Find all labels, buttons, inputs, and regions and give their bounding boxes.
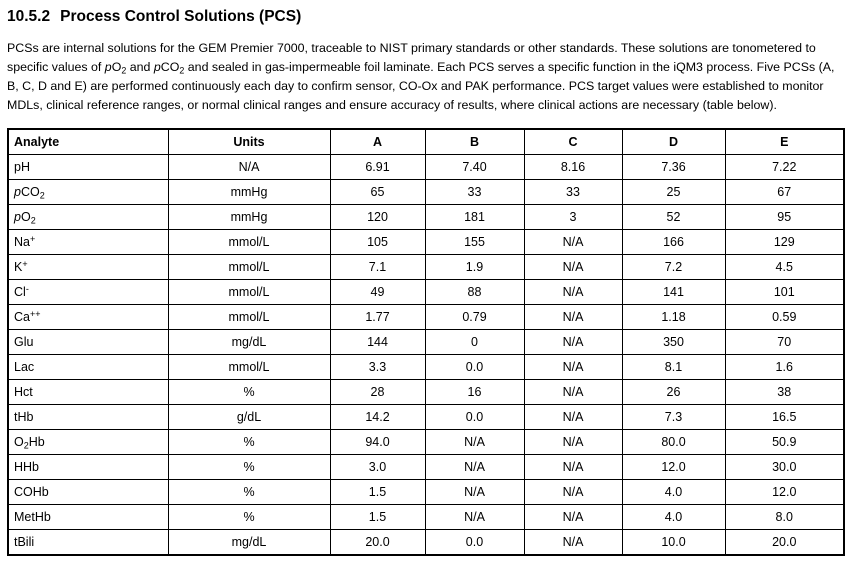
value-cell-e: 12.0 bbox=[725, 480, 844, 505]
analyte-cell: Na+ bbox=[8, 230, 168, 255]
column-header-c: C bbox=[524, 129, 622, 155]
value-cell-b: 0.0 bbox=[425, 355, 524, 380]
value-cell-a: 1.5 bbox=[330, 505, 425, 530]
value-cell-e: 129 bbox=[725, 230, 844, 255]
value-cell-a: 3.0 bbox=[330, 455, 425, 480]
value-cell-a: 14.2 bbox=[330, 405, 425, 430]
table-row bbox=[8, 230, 844, 255]
value-cell-a: 65 bbox=[330, 180, 425, 205]
pcs-table bbox=[7, 128, 845, 556]
value-cell-b: 1.9 bbox=[425, 255, 524, 280]
value-cell-a: 49 bbox=[330, 280, 425, 305]
value-cell-c: N/A bbox=[524, 380, 622, 405]
units-cell: % bbox=[168, 430, 330, 455]
value-cell-c: N/A bbox=[524, 405, 622, 430]
table-row bbox=[8, 430, 844, 455]
value-cell-b: 0.0 bbox=[425, 530, 524, 556]
value-cell-b: N/A bbox=[425, 480, 524, 505]
value-cell-a: 20.0 bbox=[330, 530, 425, 556]
value-cell-d: 141 bbox=[622, 280, 725, 305]
value-cell-e: 67 bbox=[725, 180, 844, 205]
units-cell: mmHg bbox=[168, 205, 330, 230]
value-cell-e: 101 bbox=[725, 280, 844, 305]
value-cell-b: N/A bbox=[425, 455, 524, 480]
table-row bbox=[8, 480, 844, 505]
intro-paragraph: PCSs are internal solutions for the GEM Premier 7000, traceable to NIST primary standards or other standards. These solutions are tonometered to specific values of $pO_2$ and pCO$_2$ and sealed in gas-impermeable foil laminate. Each PCS serves a specific function in the iQM3 process. Five PCSs (A, B, C, D and E) are performed continuously each day to confirm sensor, CO-Ox and PAK performance. PCS target values were established to monitor MDLs, clinical reference ranges, or normal clinical ranges and ensure accuracy of results, where clinical actions are necessary (table below). bbox=[7, 41, 835, 112]
value-cell-b: 155 bbox=[425, 230, 524, 255]
value-cell-e: 8.0 bbox=[725, 505, 844, 530]
value-cell-a: 94.0 bbox=[330, 430, 425, 455]
value-cell-b: 0 bbox=[425, 330, 524, 355]
value-cell-d: 1.18 bbox=[622, 305, 725, 330]
analyte-cell: COHb bbox=[8, 480, 168, 505]
value-cell-d: 350 bbox=[622, 330, 725, 355]
value-cell-a: 1.77 bbox=[330, 305, 425, 330]
value-cell-a: 144 bbox=[330, 330, 425, 355]
table-row bbox=[8, 280, 844, 305]
analyte-cell: tHb bbox=[8, 405, 168, 430]
value-cell-a: 105 bbox=[330, 230, 425, 255]
value-cell-b: N/A bbox=[425, 430, 524, 455]
units-cell: % bbox=[168, 480, 330, 505]
value-cell-d: 10.0 bbox=[622, 530, 725, 556]
units-cell: g/dL bbox=[168, 405, 330, 430]
value-cell-e: 1.6 bbox=[725, 355, 844, 380]
units-cell: mmol/L bbox=[168, 355, 330, 380]
table-row bbox=[8, 155, 844, 180]
value-cell-c: N/A bbox=[524, 355, 622, 380]
table-row bbox=[8, 255, 844, 280]
value-cell-a: 1.5 bbox=[330, 480, 425, 505]
column-header-units: Units bbox=[168, 129, 330, 155]
table-row bbox=[8, 505, 844, 530]
value-cell-e: 16.5 bbox=[725, 405, 844, 430]
column-header-e: E bbox=[725, 129, 844, 155]
value-cell-c: N/A bbox=[524, 480, 622, 505]
units-cell: mmol/L bbox=[168, 305, 330, 330]
analyte-cell: Lac bbox=[8, 355, 168, 380]
value-cell-a: 7.1 bbox=[330, 255, 425, 280]
table-row bbox=[8, 530, 844, 556]
value-cell-d: 4.0 bbox=[622, 480, 725, 505]
value-cell-b: 0.79 bbox=[425, 305, 524, 330]
table-row bbox=[8, 405, 844, 430]
analyte-cell: $O_2Hb$ bbox=[8, 430, 168, 455]
value-cell-a: 6.91 bbox=[330, 155, 425, 180]
value-cell-e: 20.0 bbox=[725, 530, 844, 556]
analyte-cell: MetHb bbox=[8, 505, 168, 530]
value-cell-c: N/A bbox=[524, 530, 622, 556]
units-cell: % bbox=[168, 380, 330, 405]
value-cell-d: 166 bbox=[622, 230, 725, 255]
value-cell-e: 30.0 bbox=[725, 455, 844, 480]
analyte-cell: HHb bbox=[8, 455, 168, 480]
value-cell-e: 50.9 bbox=[725, 430, 844, 455]
units-cell: % bbox=[168, 455, 330, 480]
value-cell-e: 70 bbox=[725, 330, 844, 355]
units-cell: % bbox=[168, 505, 330, 530]
value-cell-d: 25 bbox=[622, 180, 725, 205]
value-cell-d: 7.3 bbox=[622, 405, 725, 430]
value-cell-b: 181 bbox=[425, 205, 524, 230]
analyte-cell: K+ bbox=[8, 255, 168, 280]
column-header-d: D bbox=[622, 129, 725, 155]
value-cell-e: 7.22 bbox=[725, 155, 844, 180]
analyte-cell: Cl- bbox=[8, 280, 168, 305]
value-cell-d: 52 bbox=[622, 205, 725, 230]
units-cell: N/A bbox=[168, 155, 330, 180]
value-cell-a: 28 bbox=[330, 380, 425, 405]
table-row bbox=[8, 205, 844, 230]
analyte-cell: Glu bbox=[8, 330, 168, 355]
value-cell-d: 8.1 bbox=[622, 355, 725, 380]
value-cell-b: 7.40 bbox=[425, 155, 524, 180]
table-row bbox=[8, 330, 844, 355]
value-cell-d: 12.0 bbox=[622, 455, 725, 480]
units-cell: mmHg bbox=[168, 180, 330, 205]
value-cell-e: 95 bbox=[725, 205, 844, 230]
value-cell-c: N/A bbox=[524, 455, 622, 480]
value-cell-d: 4.0 bbox=[622, 505, 725, 530]
value-cell-b: 88 bbox=[425, 280, 524, 305]
table-row bbox=[8, 455, 844, 480]
table-row bbox=[8, 305, 844, 330]
analyte-cell: pH bbox=[8, 155, 168, 180]
table-row bbox=[8, 180, 844, 205]
table-row bbox=[8, 355, 844, 380]
analyte-cell: Ca++ bbox=[8, 305, 168, 330]
value-cell-d: 7.2 bbox=[622, 255, 725, 280]
value-cell-c: 33 bbox=[524, 180, 622, 205]
value-cell-a: 120 bbox=[330, 205, 425, 230]
value-cell-b: N/A bbox=[425, 505, 524, 530]
value-cell-c: N/A bbox=[524, 330, 622, 355]
value-cell-b: 0.0 bbox=[425, 405, 524, 430]
units-cell: mg/dL bbox=[168, 530, 330, 556]
table-header-row bbox=[8, 129, 844, 155]
value-cell-d: 80.0 bbox=[622, 430, 725, 455]
value-cell-c: N/A bbox=[524, 280, 622, 305]
value-cell-c: N/A bbox=[524, 230, 622, 255]
column-header-a: A bbox=[330, 129, 425, 155]
analyte-cell: pCO$_2$ bbox=[8, 180, 168, 205]
value-cell-e: 38 bbox=[725, 380, 844, 405]
value-cell-b: 16 bbox=[425, 380, 524, 405]
table-body bbox=[8, 155, 844, 556]
analyte-cell: $pO_2$ bbox=[8, 205, 168, 230]
units-cell: mmol/L bbox=[168, 255, 330, 280]
value-cell-c: N/A bbox=[524, 255, 622, 280]
value-cell-d: 26 bbox=[622, 380, 725, 405]
value-cell-c: N/A bbox=[524, 305, 622, 330]
value-cell-e: 0.59 bbox=[725, 305, 844, 330]
value-cell-a: 3.3 bbox=[330, 355, 425, 380]
table-row bbox=[8, 380, 844, 405]
value-cell-c: 3 bbox=[524, 205, 622, 230]
analyte-cell: Hct bbox=[8, 380, 168, 405]
value-cell-d: 7.36 bbox=[622, 155, 725, 180]
value-cell-b: 33 bbox=[425, 180, 524, 205]
units-cell: mmol/L bbox=[168, 280, 330, 305]
value-cell-c: N/A bbox=[524, 505, 622, 530]
section-title: Process Control Solutions (PCS) bbox=[60, 8, 302, 25]
analyte-cell: tBili bbox=[8, 530, 168, 556]
value-cell-e: 4.5 bbox=[725, 255, 844, 280]
value-cell-c: 8.16 bbox=[524, 155, 622, 180]
value-cell-c: N/A bbox=[524, 430, 622, 455]
units-cell: mg/dL bbox=[168, 330, 330, 355]
section-heading bbox=[7, 8, 838, 26]
column-header-b: B bbox=[425, 129, 524, 155]
section-number: 10.5.2 bbox=[7, 8, 51, 25]
units-cell: mmol/L bbox=[168, 230, 330, 255]
column-header-analyte: Analyte bbox=[8, 129, 168, 155]
